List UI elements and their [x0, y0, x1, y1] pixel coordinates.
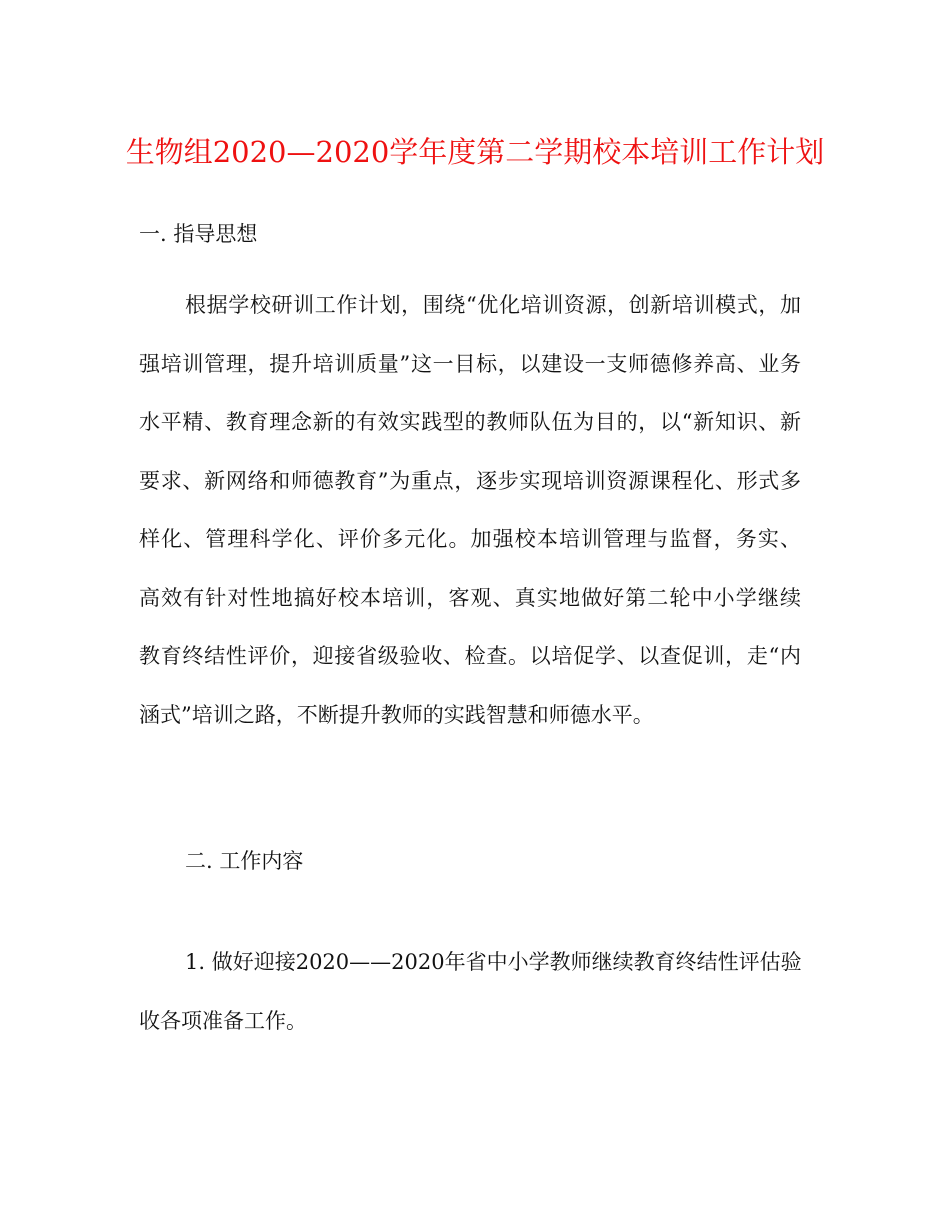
paragraph-line: 根据学校研训工作计划，围绕“优化培训资源，创新培训模式，加 — [185, 293, 801, 317]
section-heading-guiding-ideology: 一. 指导思想 — [139, 222, 258, 246]
paragraph-line: 水平精、教育理念新的有效实践型的教师队伍为目的，以“新知识、新 — [139, 410, 801, 434]
guiding-ideology-paragraph — [139, 276, 801, 744]
section-heading-work-content: 二. 工作内容 — [185, 849, 304, 873]
document-title: 生物组2020—2020学年度第二学期校本培训工作计划 — [125, 135, 825, 169]
paragraph-line: 1. 做好迎接2020——2020年省中小学教师继续教育终结性评估验 — [185, 950, 802, 974]
paragraph-line: 强培训管理，提升培训质量”这一目标，以建设一支师德修养高、业务 — [139, 351, 801, 376]
paragraph-line: 要求、新网络和师德教育”为重点，逐步实现培训资源课程化、形式多 — [139, 468, 801, 493]
paragraph-line: 收各项准备工作。 — [139, 1008, 307, 1033]
paragraph-line: 教育终结性评价，迎接省级验收、检查。以培促学、以查促训，走“内 — [139, 644, 801, 668]
paragraph-line: 高效有针对性地搞好校本培训，客观、真实地做好第二轮中小学继续 — [139, 585, 801, 610]
paragraph-line: 涵式”培训之路，不断提升教师的实践智慧和师德水平。 — [139, 702, 654, 727]
work-content-item-1 — [139, 933, 801, 1050]
paragraph-line: 样化、管理科学化、评价多元化。加强校本培训管理与监督，务实、 — [139, 527, 801, 551]
